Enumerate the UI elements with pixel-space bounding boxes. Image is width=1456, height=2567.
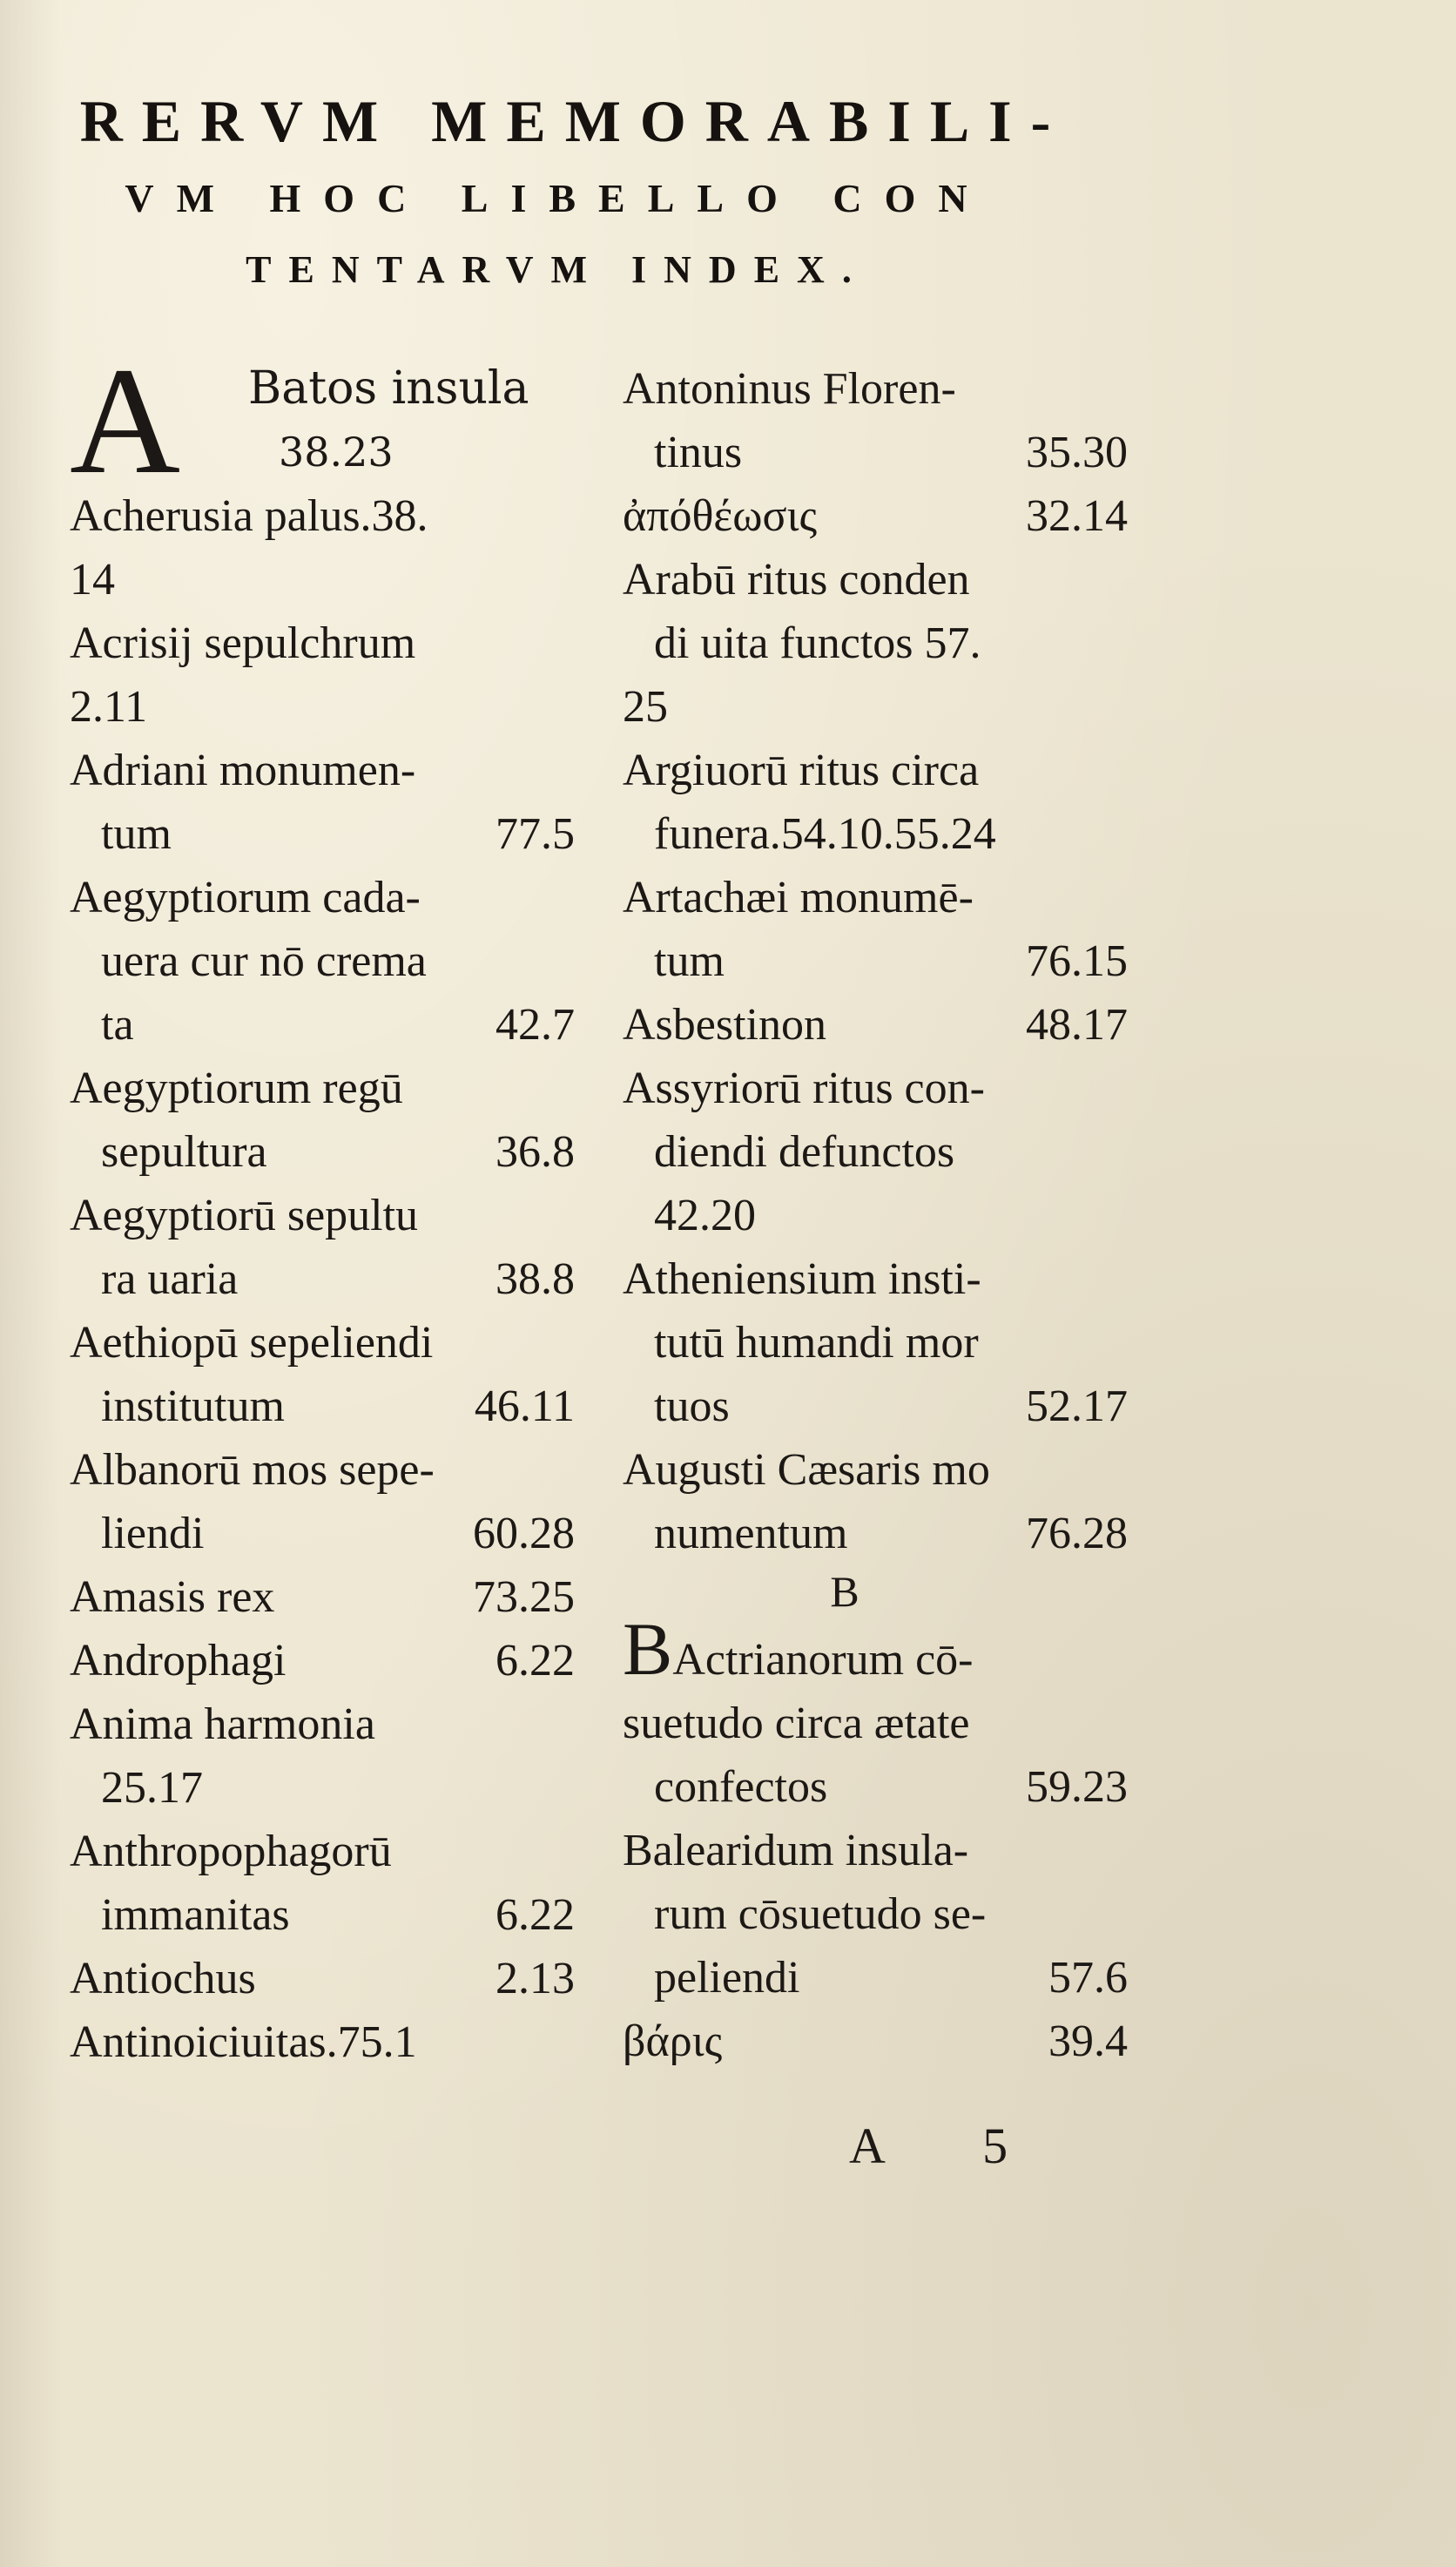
- entry-text: Batos insula: [248, 362, 529, 415]
- entry-ref: 2.13: [495, 1954, 575, 2003]
- index-entry: [70, 1692, 583, 1820]
- section-letter-b: B: [830, 1567, 859, 1616]
- entry-ref: 6.22: [495, 1890, 575, 1940]
- entry-continuation: diendi defunctos: [654, 1127, 955, 1177]
- entry-text: 25: [623, 682, 668, 732]
- entry-ref: 35.30: [1026, 428, 1128, 477]
- index-entry: [70, 1184, 583, 1311]
- entry-continuation: numentum: [654, 1509, 848, 1558]
- entry-continuation: liendi: [101, 1509, 205, 1558]
- index-entry: [70, 739, 583, 866]
- entry-continuation: 25.17: [101, 1763, 203, 1813]
- entry-continuation: institutum: [101, 1381, 285, 1431]
- entry-ref: 42.7: [495, 1000, 575, 1050]
- entry-ref: 77.5: [495, 809, 575, 859]
- index-entry: [70, 611, 583, 675]
- entry-continuation: ta: [101, 1000, 134, 1050]
- index-entry: [623, 993, 1136, 1057]
- entry-continuation: immanitas: [101, 1890, 290, 1940]
- entry-text: Anima harmonia: [70, 1699, 375, 1749]
- signature-mark: A 5: [849, 2118, 1052, 2174]
- entry-text: Androphagi: [70, 1636, 286, 1685]
- entry-text: Aegyptiorum cada-: [70, 873, 421, 922]
- index-entry: [70, 484, 583, 548]
- index-entry: [70, 866, 583, 1057]
- heading-line-3: TENTARVM INDEX.: [246, 248, 869, 291]
- entry-text: Aegyptiorū sepultu: [70, 1191, 419, 1240]
- index-entry: [623, 2010, 1136, 2073]
- index-entry: [70, 548, 583, 611]
- index-entry: [623, 866, 1136, 993]
- entry-ref: 39.4: [1048, 2016, 1128, 2066]
- entry-text: 2.11: [70, 682, 148, 732]
- entry-continuation: rum cōsuetudo se-: [654, 1889, 987, 1939]
- entry-text: ἀπόθέωσις: [623, 491, 818, 541]
- entry-text: Anthropophagorū: [70, 1827, 392, 1876]
- index-entry: [623, 675, 1136, 739]
- entry-text: Aegyptiorum regū: [70, 1064, 403, 1113]
- entry-ref: 38.8: [495, 1254, 575, 1304]
- heading-line-2: VM HOC LIBELLO CON: [125, 176, 990, 220]
- index-entry: [70, 1820, 583, 1947]
- gutter-shadow: [0, 0, 61, 2567]
- entry-ref: 46.11: [474, 1381, 575, 1431]
- index-entry: [623, 484, 1136, 548]
- index-entry: [623, 1438, 1136, 1565]
- entry-text: Asbestinon: [623, 1000, 826, 1050]
- index-entry: [70, 2010, 583, 2074]
- index-entry: [70, 1311, 583, 1438]
- entry-continuation: tutū humandi mor: [654, 1318, 979, 1368]
- entry-ref: 60.28: [473, 1509, 575, 1558]
- index-entry: [70, 1947, 583, 2010]
- entry-continuation: peliendi: [654, 1953, 800, 2003]
- entry-text: Augusti Cæsaris mo: [623, 1445, 990, 1495]
- index-entry: [70, 1629, 583, 1692]
- entry-text: Argiuorū ritus circa: [623, 746, 980, 795]
- index-entry: [623, 1819, 1136, 2010]
- entry-ref: 73.25: [473, 1572, 575, 1622]
- entry-text: Antoninus Floren-: [623, 364, 956, 414]
- entry-text: 14: [70, 555, 115, 605]
- entry-continuation: confectos: [654, 1762, 828, 1812]
- entry-continuation: ra uaria: [101, 1254, 239, 1304]
- right-entries-a: [623, 357, 1136, 1565]
- entry-text: Adriani monumen-: [70, 746, 416, 795]
- drop-cap-a: A: [70, 336, 181, 506]
- drop-cap-b: B: [623, 1607, 673, 1691]
- entry-text: Acrisij sepulchrum: [70, 618, 416, 668]
- entry-text: Amasis rex: [70, 1572, 275, 1622]
- entry-ref: 32.14: [1026, 491, 1128, 541]
- entry-text: Assyriorū ritus con-: [623, 1064, 985, 1113]
- index-entry: [70, 675, 583, 739]
- entry-text: Aethiopū sepeliendi: [70, 1318, 434, 1368]
- entry-continuation: tuos: [654, 1381, 730, 1431]
- index-entry: [623, 548, 1136, 675]
- right-entries-b: [623, 1692, 1136, 2073]
- heading-line-1: RERVM MEMORABILI-: [79, 88, 1070, 154]
- index-entry: [623, 1692, 1136, 1819]
- index-entry: [623, 739, 1136, 866]
- entry-continuation: di uita functos 57.: [654, 618, 981, 668]
- entry-continuation: 42.20: [654, 1191, 756, 1240]
- entry-continuation: funera.54.10.55.24: [654, 809, 996, 859]
- entry-ref: 38.23: [279, 429, 394, 476]
- entry-ref: 36.8: [495, 1127, 575, 1177]
- index-entry: [623, 1247, 1136, 1438]
- entry-continuation: sepultura: [101, 1127, 267, 1177]
- entry-text: Antiochus: [70, 1954, 256, 2003]
- entry-continuation: uera cur nō crema: [101, 936, 427, 986]
- entry-continuation: tum: [654, 936, 725, 986]
- entry-ref: 76.28: [1026, 1509, 1128, 1558]
- entry-text: Actrianorum cō-: [672, 1635, 974, 1685]
- index-column-right: [623, 357, 1136, 2073]
- entry-text: Artachæi monumē-: [623, 873, 974, 922]
- index-entry: [70, 1565, 583, 1629]
- entry-ref: 6.22: [495, 1636, 575, 1685]
- index-column-left: [70, 336, 583, 2074]
- entry-ref: 52.17: [1026, 1381, 1128, 1431]
- entry-text: suetudo circa ætate: [623, 1699, 970, 1748]
- first-entry: [70, 336, 583, 506]
- entry-text: Arabū ritus conden: [623, 555, 970, 605]
- index-entry: [70, 1438, 583, 1565]
- index-entry: [623, 357, 1136, 484]
- index-entry: [623, 1607, 1136, 1692]
- index-entry: [623, 1057, 1136, 1247]
- entry-continuation: tum: [101, 809, 172, 859]
- entry-text: Atheniensium insti-: [623, 1254, 981, 1304]
- entry-text: Antinoiciuitas.75.1: [70, 2017, 417, 2067]
- entry-text: Balearidum insula-: [623, 1826, 969, 1875]
- index-heading: [0, 87, 1115, 292]
- entry-text: Acherusia palus.38.: [70, 491, 428, 541]
- entry-text: βάρις: [623, 2016, 723, 2066]
- entry-text: Albanorū mos sepe-: [70, 1445, 435, 1495]
- entry-ref: 59.23: [1026, 1762, 1128, 1812]
- entry-continuation: tinus: [654, 428, 743, 477]
- entry-ref: 76.15: [1026, 936, 1128, 986]
- index-entry: [70, 1057, 583, 1184]
- entry-ref: 57.6: [1048, 1953, 1128, 2003]
- entry-ref: 48.17: [1026, 1000, 1128, 1050]
- left-entries: [70, 484, 583, 2074]
